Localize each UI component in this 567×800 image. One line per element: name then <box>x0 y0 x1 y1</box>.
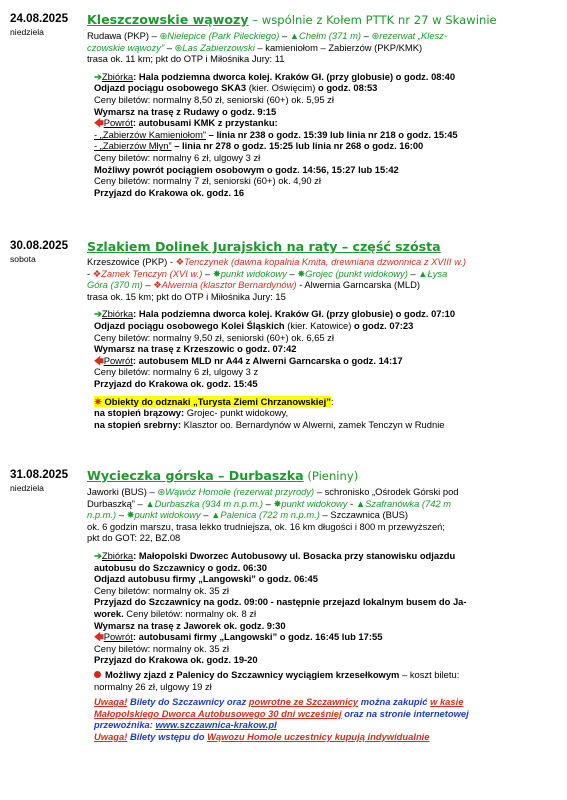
route-line: Krzeszowice (PKP) - ❖Tenczynek (dawna kopalnia Kmita, drewniana dzwonnica z XVIII w.) <box>87 256 467 267</box>
peak-icon: ▲ <box>418 267 428 279</box>
monument-icon: ❖ <box>92 267 102 279</box>
arrival-szczawnica: Przyjazd do Szczawnicy na godz. 09:00 - następnie przejazd lokalnym busem do Ja- <box>94 596 467 608</box>
meeting-point: ➔Zbiórka: Hala podziemna dworca kolej. Kraków Gł. (przy globusie) o godz. 07:10 <box>94 308 456 320</box>
arrival-line: Przyjazd do Krakowa ok. godz. 19-20 <box>94 654 258 666</box>
meeting-point: ➔Zbiórka: Małopolski Dworzec Autobusowy ul. Bosacka przy stanowisku odjazdu <box>94 549 456 561</box>
peak-icon: ▲ <box>355 497 366 509</box>
ticket-prices: Ceny biletów: normalny ok. 35 zł <box>94 584 229 596</box>
arrow-right-icon: ➔ <box>94 308 102 320</box>
route-line: Durbaszką” – ▲Durbaszka (934 m n.p.m.) – ✸punkt widokowy - ▲Szafranówka (742 m <box>87 497 452 509</box>
carrier-website-link[interactable]: www.szczawnica-krakow.pl <box>155 719 277 731</box>
bullet-dot-icon <box>94 671 101 678</box>
ticket-prices: Ceny biletów: normalny 9,50 zł, seniorski (60+) ok. 6,65 zł <box>94 331 334 343</box>
monument-icon: ❖ <box>175 256 184 267</box>
arrow-left-icon: 🡄 <box>94 631 104 643</box>
start-line: Wymarsz na trasę z Krzeszowic o godz. 07:42 <box>94 343 297 355</box>
chairlift-option: Możliwy zjazd z Palenicy do Szczawnicy wyciągiem krzesełkowym – koszt biletu: <box>94 669 551 681</box>
arrow-right-icon: ➔ <box>94 549 102 561</box>
peak-icon: ▲ <box>211 509 221 521</box>
route-line: Góra (370 m) – ❖Alwernia (klasztor Bernardynów) - Alwernia Garncarska (MLD) <box>87 279 421 291</box>
warning-tickets-cont: Małopolskiego Dworca Autobusowego 30 dni wcześniej oraz na stronie internetowej <box>94 707 469 719</box>
viewpoint-icon: ✸ <box>212 267 221 279</box>
route-info: pkt do GOT: 22, BZ.08 <box>87 532 181 544</box>
arrival-line: Przyjazd do Krakowa ok. godz. 16 <box>94 186 245 198</box>
viewpoint-icon: ✸ <box>273 497 282 509</box>
route-line: czowskie wąwozy” – ⊛Las Zabierzowski – kamieniołom – Zabierzów (PKP/KMK) <box>87 41 423 53</box>
warning-tickets: Uwaga! Bilety do Szczawnicy oraz powrotne ze Szczawnicy można zakupić w kasie <box>94 696 464 708</box>
warning-tickets-cont: przewoźnika: www.szczawnica-krakow.pl <box>94 719 277 731</box>
event-title: Szlakiem Dolinek Jurajskich na raty – część szósta <box>87 239 441 254</box>
event-weekday: niedziela <box>10 483 44 493</box>
arrival-szczawnica-cont: worek. Ceny biletów: normalny ok. 8 zł <box>94 607 257 619</box>
start-line: Wymarsz na trasę z Jaworek ok. godz. 9:30 <box>94 619 286 631</box>
start-line: Wymarsz na trasę z Rudawy o godz. 9:15 <box>94 105 277 117</box>
return-train: Możliwy powrót pociągiem osobowym o godz. 14:56, 15:27 lub 15:42 <box>94 163 399 175</box>
badge-level-silver: na stopień srebrny: Klasztor oo. Bernardynów w Alwerni, zamek Tenczyn w Rudnie <box>94 418 445 430</box>
event-content <box>87 239 551 430</box>
nature-reserve-icon: ⊛ <box>174 41 183 53</box>
peak-icon: ▲ <box>289 30 300 41</box>
event-weekday: sobota <box>10 254 36 264</box>
route-info: ok. 6 godzin marszu, trasa lekko trudniejsza, ok. 16 km długości i 800 m przewyższeń; <box>87 520 445 532</box>
badge-info: ✷ Obiekty do odznaki „Turysta Ziemi Chrzanowskiej”: <box>94 395 334 407</box>
route-line: Jaworki (BUS) – ⊛Wąwóz Homole (rezerwat przyrody) – schronisko „Ośrodek Górski pod <box>87 486 459 497</box>
nature-reserve-icon: ⊛ <box>157 486 166 497</box>
nature-reserve-icon: ⊛ <box>371 30 380 41</box>
meeting-point: ➔Zbiórka: Hala podziemna dworca kolej. Kraków Gł. (przy globusie) o godz. 08:40 <box>94 70 456 82</box>
ticket-prices: Ceny biletów: normalny ok. 35 zł <box>94 642 229 654</box>
viewpoint-icon: ✸ <box>297 267 306 279</box>
event-title: Wycieczka górska – Durbaszka (Pieniny) <box>87 468 359 483</box>
departure-line: Odjazd pociągu osobowego Kolei Śląskich (kier. Katowice) o godz. 07:23 <box>94 319 414 331</box>
monument-icon: ❖ <box>153 279 162 291</box>
arrow-left-icon: 🡄 <box>94 354 104 366</box>
event-date: 31.08.2025 <box>10 468 69 481</box>
return-option: - „Zabierzów Młyn” – linia nr 278 o godz. 15:25 lub linia nr 268 o godz. 16:00 <box>94 140 424 152</box>
viewpoint-icon: ✸ <box>126 509 135 521</box>
return-line: 🡄Powrót: autobusem MLD nr A44 z Alwerni Garncarska o godz. 14:17 <box>94 354 403 366</box>
event-date: 24.08.2025 <box>10 12 69 25</box>
event-title: Kleszczowskie wąwozy – wspólnie z Kołem PTTK nr 27 w Skawinie <box>87 12 497 27</box>
peak-icon: ▲ <box>145 497 155 509</box>
ticket-prices: Ceny biletów: normalny 6 zł, ulgowy 3 zł <box>94 151 261 163</box>
departure-line: Odjazd autobusu firmy „Langowski” o godz. 06:45 <box>94 573 318 585</box>
return-option: - „Zabierzów Kamieniołom” – linia nr 238 o godz. 15:39 lub linia nr 218 o godz. 15:45 <box>94 128 458 140</box>
departure-line: Odjazd pociągu osobowego SKA3 (kier. Oświęcim) o godz. 08:53 <box>94 82 378 94</box>
nature-reserve-icon: ⊛ <box>159 30 168 41</box>
route-line: Rudawa (PKP) – ⊛Nielepice (Park Pileckiego) – ▲Chełm (371 m) – ⊛rezerwat „Klesz- <box>87 30 448 41</box>
route-info: trasa ok. 11 km; pkt do OTP i Miłośnika Jury: 11 <box>87 53 285 65</box>
meeting-point-cont: autobusu do Szczawnicy o godz. 06:30 <box>94 561 267 573</box>
arrow-left-icon: 🡄 <box>94 117 104 129</box>
ticket-prices: Ceny biletów: normalny 8,50 zł, seniorski (60+) ok. 5,95 zł <box>94 93 334 105</box>
arrival-line: Przyjazd do Krakowa ok. godz. 15:45 <box>94 377 258 389</box>
warning-entry-tickets: Uwaga! Bilety wstępu do Wąwozu Homole uczestnicy kupują indywidualnie <box>94 730 430 742</box>
return-line: 🡄Powrót: autobusami KMK z przystanku: <box>94 117 278 129</box>
arrow-right-icon: ➔ <box>94 70 102 82</box>
route-info: trasa ok. 15 km; pkt do OTP i Miłośnika Jury: 15 <box>87 290 286 302</box>
route-line: - ❖Zamek Tenczyn (XVI w.) – ✸punkt widokowy – ✸Grojec (punkt widokowy) – ▲Łysa <box>87 267 448 279</box>
star-icon: ✷ <box>94 395 102 407</box>
event-content <box>87 468 551 742</box>
ticket-prices: Ceny biletów: normalny 7 zł, seniorski (60+) ok. 4,90 zł <box>94 175 321 187</box>
route-line: n.p.m.) – ✸punkt widokowy – ▲Palenica (722 m n.p.m.) – Szczawnica (BUS) <box>87 509 408 521</box>
ticket-prices: Ceny biletów: normalny 6 zł, ulgowy 3 z <box>94 366 259 378</box>
return-line: 🡄Powrót: autobusami firmy „Langowski” o godz. 16:45 lub 17:55 <box>94 631 383 643</box>
event-content <box>87 12 551 198</box>
event-date: 30.08.2025 <box>10 239 69 252</box>
event-weekday: niedziela <box>10 27 44 37</box>
chairlift-prices: normalny 26 zł, ulgowy 19 zł <box>94 680 212 692</box>
badge-level-bronze: na stopień brązowy: Grojec- punkt widokowy, <box>94 407 289 419</box>
